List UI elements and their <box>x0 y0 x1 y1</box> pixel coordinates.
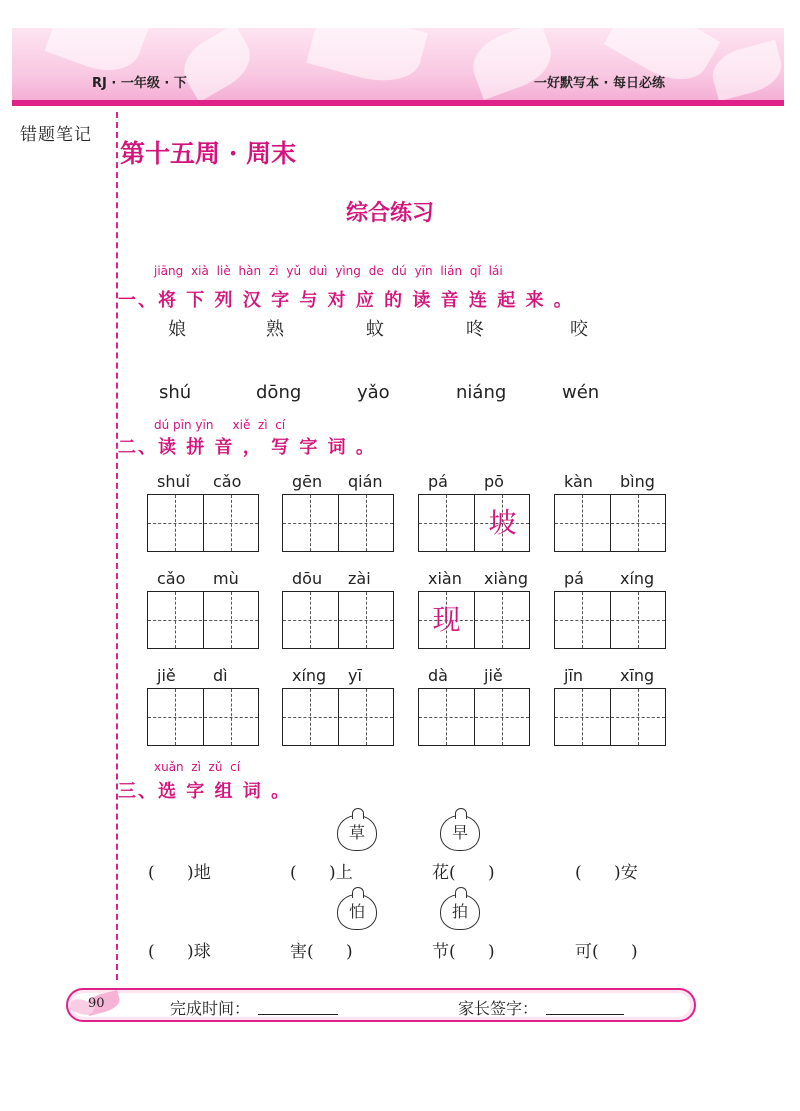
option-bun: 怕 <box>337 894 377 930</box>
grid-pinyin: kàn <box>564 472 593 491</box>
margin-dashed-line <box>116 112 118 980</box>
char-item[interactable]: 蚊 <box>366 319 384 340</box>
pinyin-item[interactable]: dōng <box>256 382 302 403</box>
pinyin-item[interactable]: wén <box>562 382 600 403</box>
section3-title: 三、选 字 组 词 。 <box>118 781 292 802</box>
section2-pinyin: dú pīn yīn xiě zì cí <box>154 418 286 432</box>
writing-grid[interactable] <box>147 688 259 746</box>
writing-grid[interactable] <box>282 494 394 552</box>
char-item[interactable]: 咚 <box>466 319 484 340</box>
book-slogan: 一好默写本 · 每日必练 <box>534 76 665 91</box>
writing-grid[interactable] <box>554 494 666 552</box>
section3-pinyin: xuǎn zì zǔ cí <box>154 760 241 774</box>
option-bun: 草 <box>337 815 377 851</box>
grid-pinyin: xīng <box>620 666 655 685</box>
grid-pinyin: dà <box>428 666 448 685</box>
pinyin-item[interactable]: niáng <box>456 382 507 403</box>
grid-pinyin: xiàng <box>484 569 529 588</box>
grid-pinyin: jīn <box>564 666 584 685</box>
grid-pinyin: dì <box>213 666 228 685</box>
fill-blank[interactable]: ( )上 <box>290 863 353 883</box>
grid-pinyin: pō <box>484 472 504 491</box>
grid-pinyin: cǎo <box>157 569 186 588</box>
grid-pinyin: pá <box>564 569 584 588</box>
mistake-notes-label: 错题笔记 <box>20 125 92 145</box>
grid-pinyin: dōu <box>292 569 323 588</box>
grid-pinyin: jiě <box>157 666 176 685</box>
page-number: 90 <box>88 996 105 1011</box>
writing-grid[interactable] <box>282 688 394 746</box>
footer-bar <box>66 988 696 1022</box>
section1-title: 一、将 下 列 汉 字 与 对 应 的 读 音 连 起 来 。 <box>118 290 574 311</box>
grid-pinyin: zài <box>348 569 371 588</box>
header-banner <box>12 28 784 106</box>
grid-answer: 坡 <box>488 506 517 539</box>
writing-grid[interactable] <box>418 494 530 552</box>
fill-blank[interactable]: 节( ) <box>432 942 495 962</box>
writing-grid[interactable] <box>418 591 530 649</box>
grade-label: RJ · 一年级 · 下 <box>92 76 187 91</box>
grid-answer: 现 <box>432 603 461 636</box>
section1-pinyin: jiāng xià liè hàn zì yǔ duì yìng de dú yīn lián qǐ lái <box>154 264 503 278</box>
writing-grid[interactable] <box>147 494 259 552</box>
fill-blank[interactable]: 可( ) <box>575 942 638 962</box>
completion-time-line[interactable] <box>258 1014 338 1015</box>
option-bun: 拍 <box>440 894 480 930</box>
parent-signature-label: 家长签字： <box>458 999 539 1018</box>
grid-pinyin: yī <box>348 666 362 685</box>
char-item[interactable]: 咬 <box>570 319 588 340</box>
section2-title: 二、读 拼 音 ， 写 字 词 。 <box>118 437 376 458</box>
writing-grid[interactable] <box>554 688 666 746</box>
grid-pinyin: xíng <box>292 666 327 685</box>
pinyin-item[interactable]: yǎo <box>357 382 390 403</box>
pinyin-item[interactable]: shú <box>159 382 192 403</box>
grid-pinyin: bìng <box>620 472 655 491</box>
fill-blank[interactable]: ( )球 <box>148 942 211 962</box>
option-bun: 早 <box>440 815 480 851</box>
grid-pinyin: gēn <box>292 472 323 491</box>
grid-pinyin: xíng <box>620 569 655 588</box>
char-item[interactable]: 娘 <box>168 319 186 340</box>
writing-grid[interactable] <box>147 591 259 649</box>
fill-blank[interactable]: 害( ) <box>290 942 353 962</box>
parent-signature-line[interactable] <box>546 1014 624 1015</box>
char-item[interactable]: 熟 <box>266 319 284 340</box>
writing-grid[interactable] <box>554 591 666 649</box>
grid-pinyin: jiě <box>484 666 503 685</box>
writing-grid[interactable] <box>418 688 530 746</box>
grid-pinyin: qián <box>348 472 383 491</box>
header-divider <box>12 100 784 106</box>
grid-pinyin: xiàn <box>428 569 462 588</box>
grid-pinyin: mù <box>213 569 239 588</box>
grid-pinyin: pá <box>428 472 448 491</box>
fill-blank[interactable]: ( )安 <box>575 863 638 883</box>
grid-pinyin: shuǐ <box>157 472 191 491</box>
fill-blank[interactable]: 花( ) <box>432 863 495 883</box>
fill-blank[interactable]: ( )地 <box>148 863 211 883</box>
grid-pinyin: cǎo <box>213 472 242 491</box>
week-title: 第十五周 · 周末 <box>120 139 297 168</box>
writing-grid[interactable] <box>282 591 394 649</box>
completion-time-label: 完成时间： <box>170 999 251 1018</box>
exercise-subtitle: 综合练习 <box>345 201 434 226</box>
